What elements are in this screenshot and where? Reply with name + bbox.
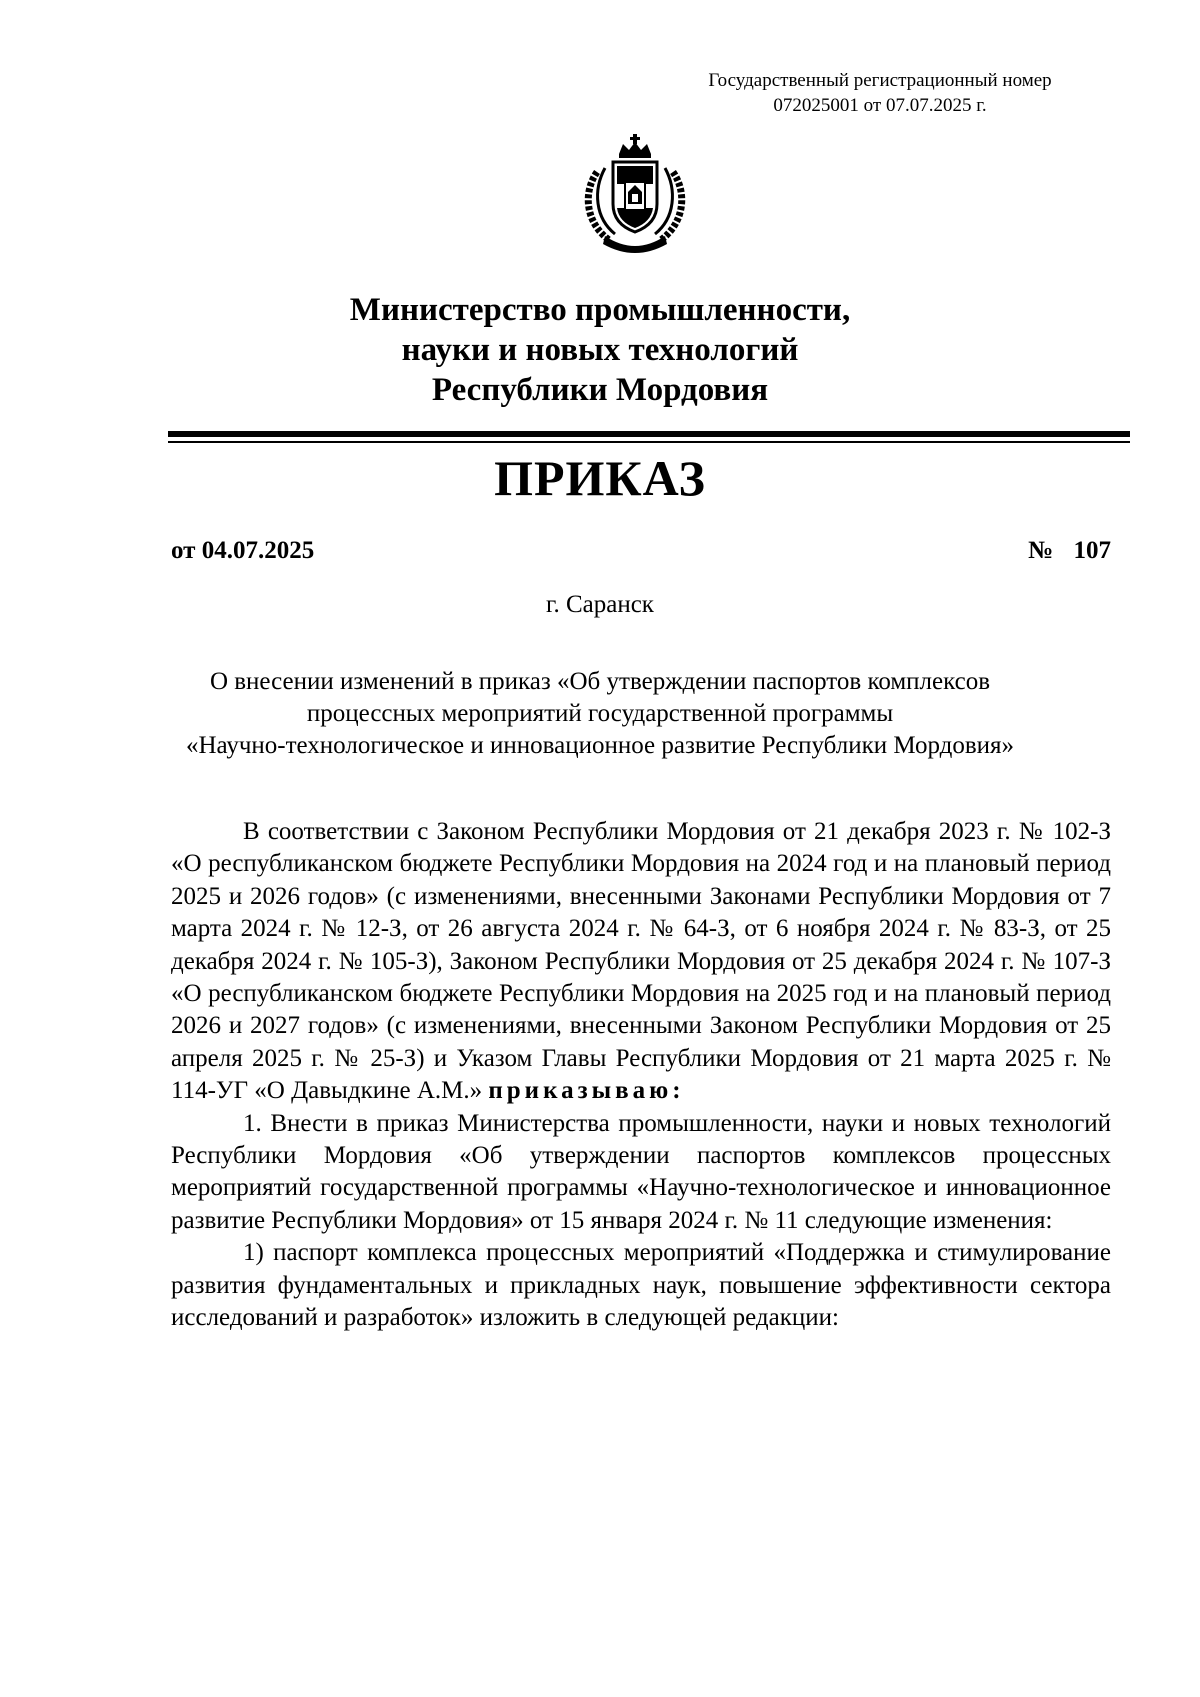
document-meta-row	[171, 534, 1111, 568]
document-type-title: ПРИКАЗ	[494, 450, 706, 506]
subject-line-3: «Научно-технологическое и инновационное развитие Республики Мордовия»	[185, 732, 1015, 759]
document-body	[171, 816, 1111, 1335]
registration-line-1: Государственный регистрационный номер	[708, 70, 1052, 91]
document-date: от 04.07.2025	[171, 537, 315, 564]
subject-line-2: процессных мероприятий государственной программы	[306, 700, 894, 727]
ministry-line-2: науки и новых технологий	[401, 332, 799, 368]
item-1-1-paragraph: 1) паспорт комплекса процессных мероприятий «Поддержка и стимулирование развития фундаментальных и прикладных наук, повышение эффективности сектора исследований и разработок» изложить в следующей редакции:	[171, 1239, 1111, 1332]
registration-stamp	[620, 68, 1140, 118]
preamble-text: В соответствии с Законом Республики Мордовия от 21 декабря 2023 г. № 102-З «О республиканском бюджете Республики Мордовия на 2024 год и на плановый период 2025 и 2026 годов» (с изменениями, внесенными Законами Республики Мордовия от 7 марта 2024 г. № 12-З, от 26 августа 2024 г. № 64-З, от 6 ноября 2024 г. № 83-З, от 25 декабря 2024 г. № 105-З), Законом Республики Мордовия от 25 декабря 2024 г. № 107-З «О республиканском бюджете Республики Мордовия на 2025 год и на плановый период 2026 и 2027 годов» (с изменениями, внесенными Законом Республики Мордовия от 25 апреля 2025 г. № 25-З) и Указом Главы Республики Мордовия от 21 марта 2025 г. № 114-УГ «О Давыдкине А.М.»	[171, 818, 1111, 1105]
document-city: г. Саранск	[546, 591, 654, 618]
header-rule-thick	[168, 431, 1130, 437]
ministry-name	[0, 290, 1200, 410]
ministry-line-1: Министерство промышленности,	[349, 292, 851, 328]
header-rule-thin	[168, 441, 1130, 443]
subject-line-1: О внесении изменений в приказ «Об утверждении паспортов комплексов	[209, 668, 991, 695]
coat-of-arms-icon	[575, 132, 695, 258]
preamble-paragraph	[171, 816, 1111, 1108]
document-number: № 107	[1028, 537, 1111, 564]
item-1-paragraph: 1. Внести в приказ Министерства промышленности, науки и новых технологий Республики Мордовия «Об утверждении паспортов комплексов процессных мероприятий государственной программы «Научно-технологическое и инновационное развитие Республики Мордовия» от 15 января 2024 г. № 11 следующие изменения:	[171, 1109, 1111, 1234]
order-word: приказываю:	[488, 1077, 685, 1105]
registration-line-2: 072025001 от 07.07.2025 г.	[773, 95, 987, 116]
document-subject	[100, 666, 1100, 762]
ministry-line-3: Республики Мордовия	[431, 372, 769, 408]
